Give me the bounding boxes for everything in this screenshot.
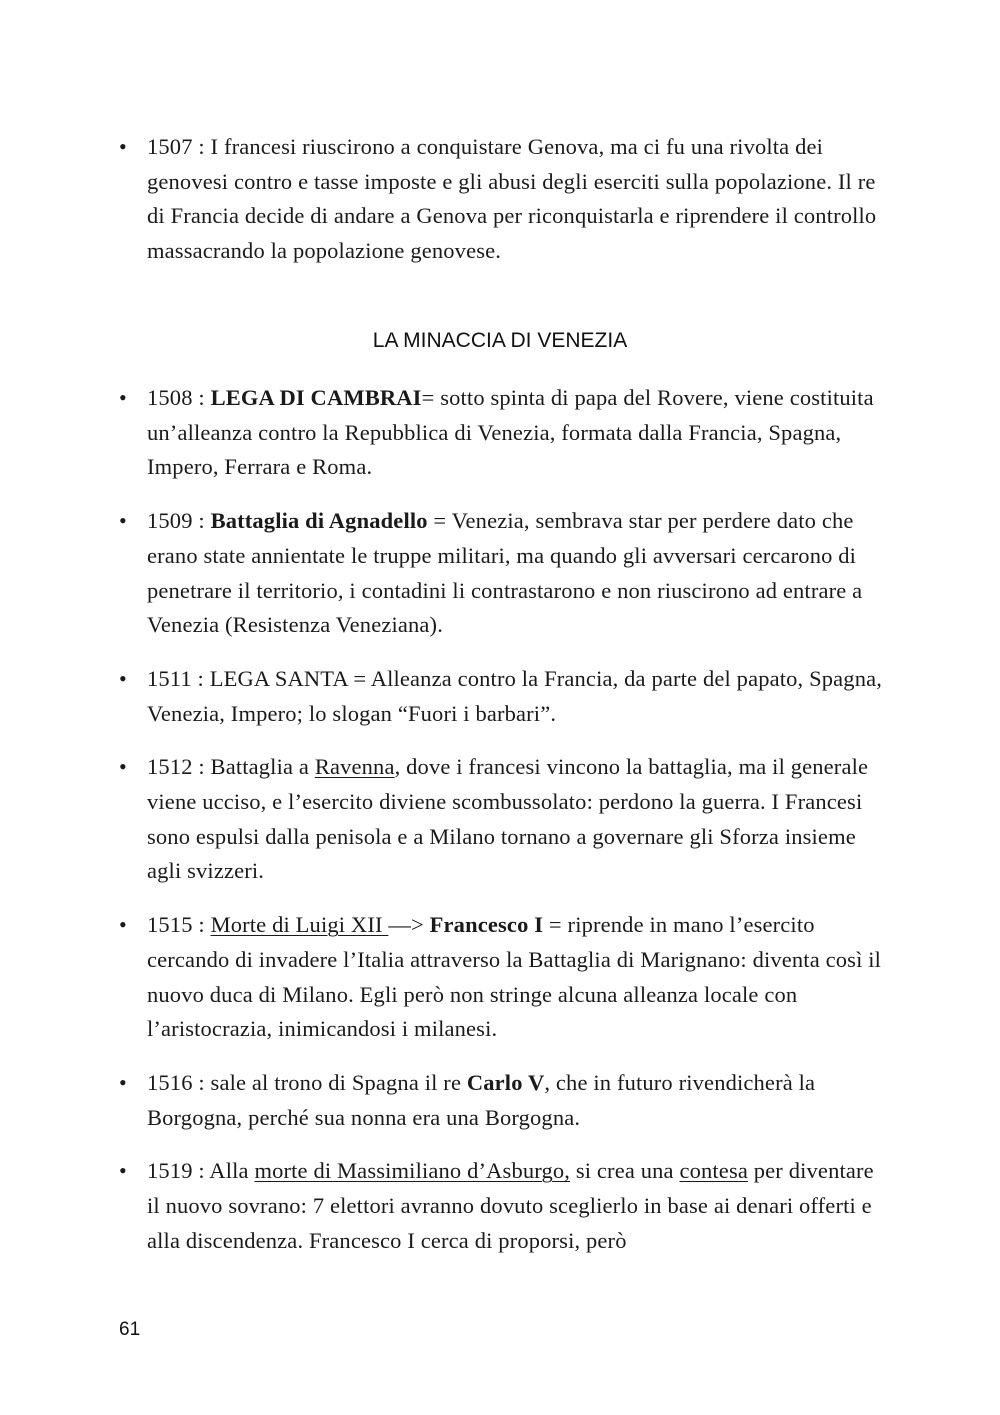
item-text: 1512 : Battaglia a xyxy=(147,754,315,780)
bullet-icon: • xyxy=(119,1069,127,1095)
page-number: 61 xyxy=(119,1319,141,1340)
item-text: si crea una xyxy=(570,1158,680,1184)
item-text: 1519 : Alla xyxy=(147,1158,255,1184)
item-text: = riprende in mano l’esercito cercando di invadere l’Italia attraverso la Battaglia di Marignano: diventa così il nuovo duca di Milano. Egli però non stringe alcuna alleanza locale con l’aristocrazia, inimicandosi i milanesi. xyxy=(147,912,882,1042)
bullet-icon: • xyxy=(119,912,127,938)
item-text: , dove i francesi vincono la battaglia, ma il generale viene ucciso, e l’esercito diviene scombussolato: perdono la guerra. I Francesi sono espulsi dalla penisola e a Milano tornano a governare gli Sforza insieme agli svizzeri. xyxy=(147,754,869,884)
item-text: 1515 : xyxy=(147,912,211,938)
item-text: per diventare il nuovo sovrano: 7 elettori avranno dovuto sceglierlo in base ai denari offerti e alla discendenza. Francesco I cerca di proporsi, però xyxy=(147,1158,874,1253)
timeline-list-top xyxy=(115,130,885,269)
item-text: 1516 : sale al trono di Spagna il re xyxy=(147,1069,467,1095)
item-text: = Venezia, sembrava star per perdere dato che erano state annientate le truppe militari, ma quando gli avversari cercarono di penetrare il territorio, i contadini li contrastarono e non riuscirono ad entrare a Venezia (Resistenza Veneziana). xyxy=(147,508,863,638)
item-text: 1511 : LEGA SANTA = Alleanza contro la Francia, da parte del papato, Spagna, Venezia, Impero; lo slogan “Fuori i barbari”. xyxy=(147,665,883,726)
item-bold-text: Battaglia di Agnadello xyxy=(210,508,428,534)
bullet-icon: • xyxy=(119,665,127,691)
item-text: 1508 : xyxy=(147,385,211,410)
item-underlined-text: Ravenna xyxy=(314,754,395,780)
bullet-icon: • xyxy=(119,1158,127,1184)
list-item-1508 xyxy=(115,381,885,485)
item-text: = sotto spinta di papa del Rovere, viene costituita un’alleanza contro la Repubblica di Venezia, formata dalla Francia, Spagna, Impero, Ferrara e Roma. xyxy=(147,385,874,480)
bullet-icon: • xyxy=(119,385,127,410)
list-item-1507 xyxy=(115,130,885,269)
timeline-list-main xyxy=(115,381,885,1258)
bullet-icon: • xyxy=(119,134,127,159)
list-item-1511 xyxy=(115,662,885,731)
bullet-icon: • xyxy=(119,754,127,780)
item-underlined-text: morte di Massimiliano d’Asburgo, xyxy=(254,1158,571,1184)
item-bold-text: LEGA DI CAMBRAI xyxy=(210,385,422,410)
list-item-1516 xyxy=(115,1066,885,1135)
item-bold-text: Carlo V xyxy=(466,1069,545,1095)
list-item-1509 xyxy=(115,504,885,643)
item-text: 1509 : xyxy=(147,508,211,534)
section-heading: LA MINACCIA DI VENEZIA xyxy=(372,329,628,352)
item-text: 1507 : I francesi riuscirono a conquistare Genova, ma ci fu una rivolta dei genovesi contro e tasse imposte e gli abusi degli eserciti sulla popolazione. Il re di Francia decide di andare a Genova per riconquistarla e riprendere il controllo massacrando la popolazione genovese. xyxy=(147,134,877,264)
item-text: , che in futuro rivendicherà la Borgogna, perché sua nonna era una Borgogna. xyxy=(147,1069,816,1130)
item-underlined-text: contesa xyxy=(679,1158,748,1184)
item-bold-text: Francesco I xyxy=(429,912,544,938)
item-text: —> xyxy=(388,912,430,938)
item-underlined-text: Morte di Luigi XII xyxy=(210,912,389,938)
list-item-1515 xyxy=(115,908,885,1047)
list-item-1512 xyxy=(115,750,885,889)
bullet-icon: • xyxy=(119,508,127,534)
list-item-1519 xyxy=(115,1154,885,1258)
